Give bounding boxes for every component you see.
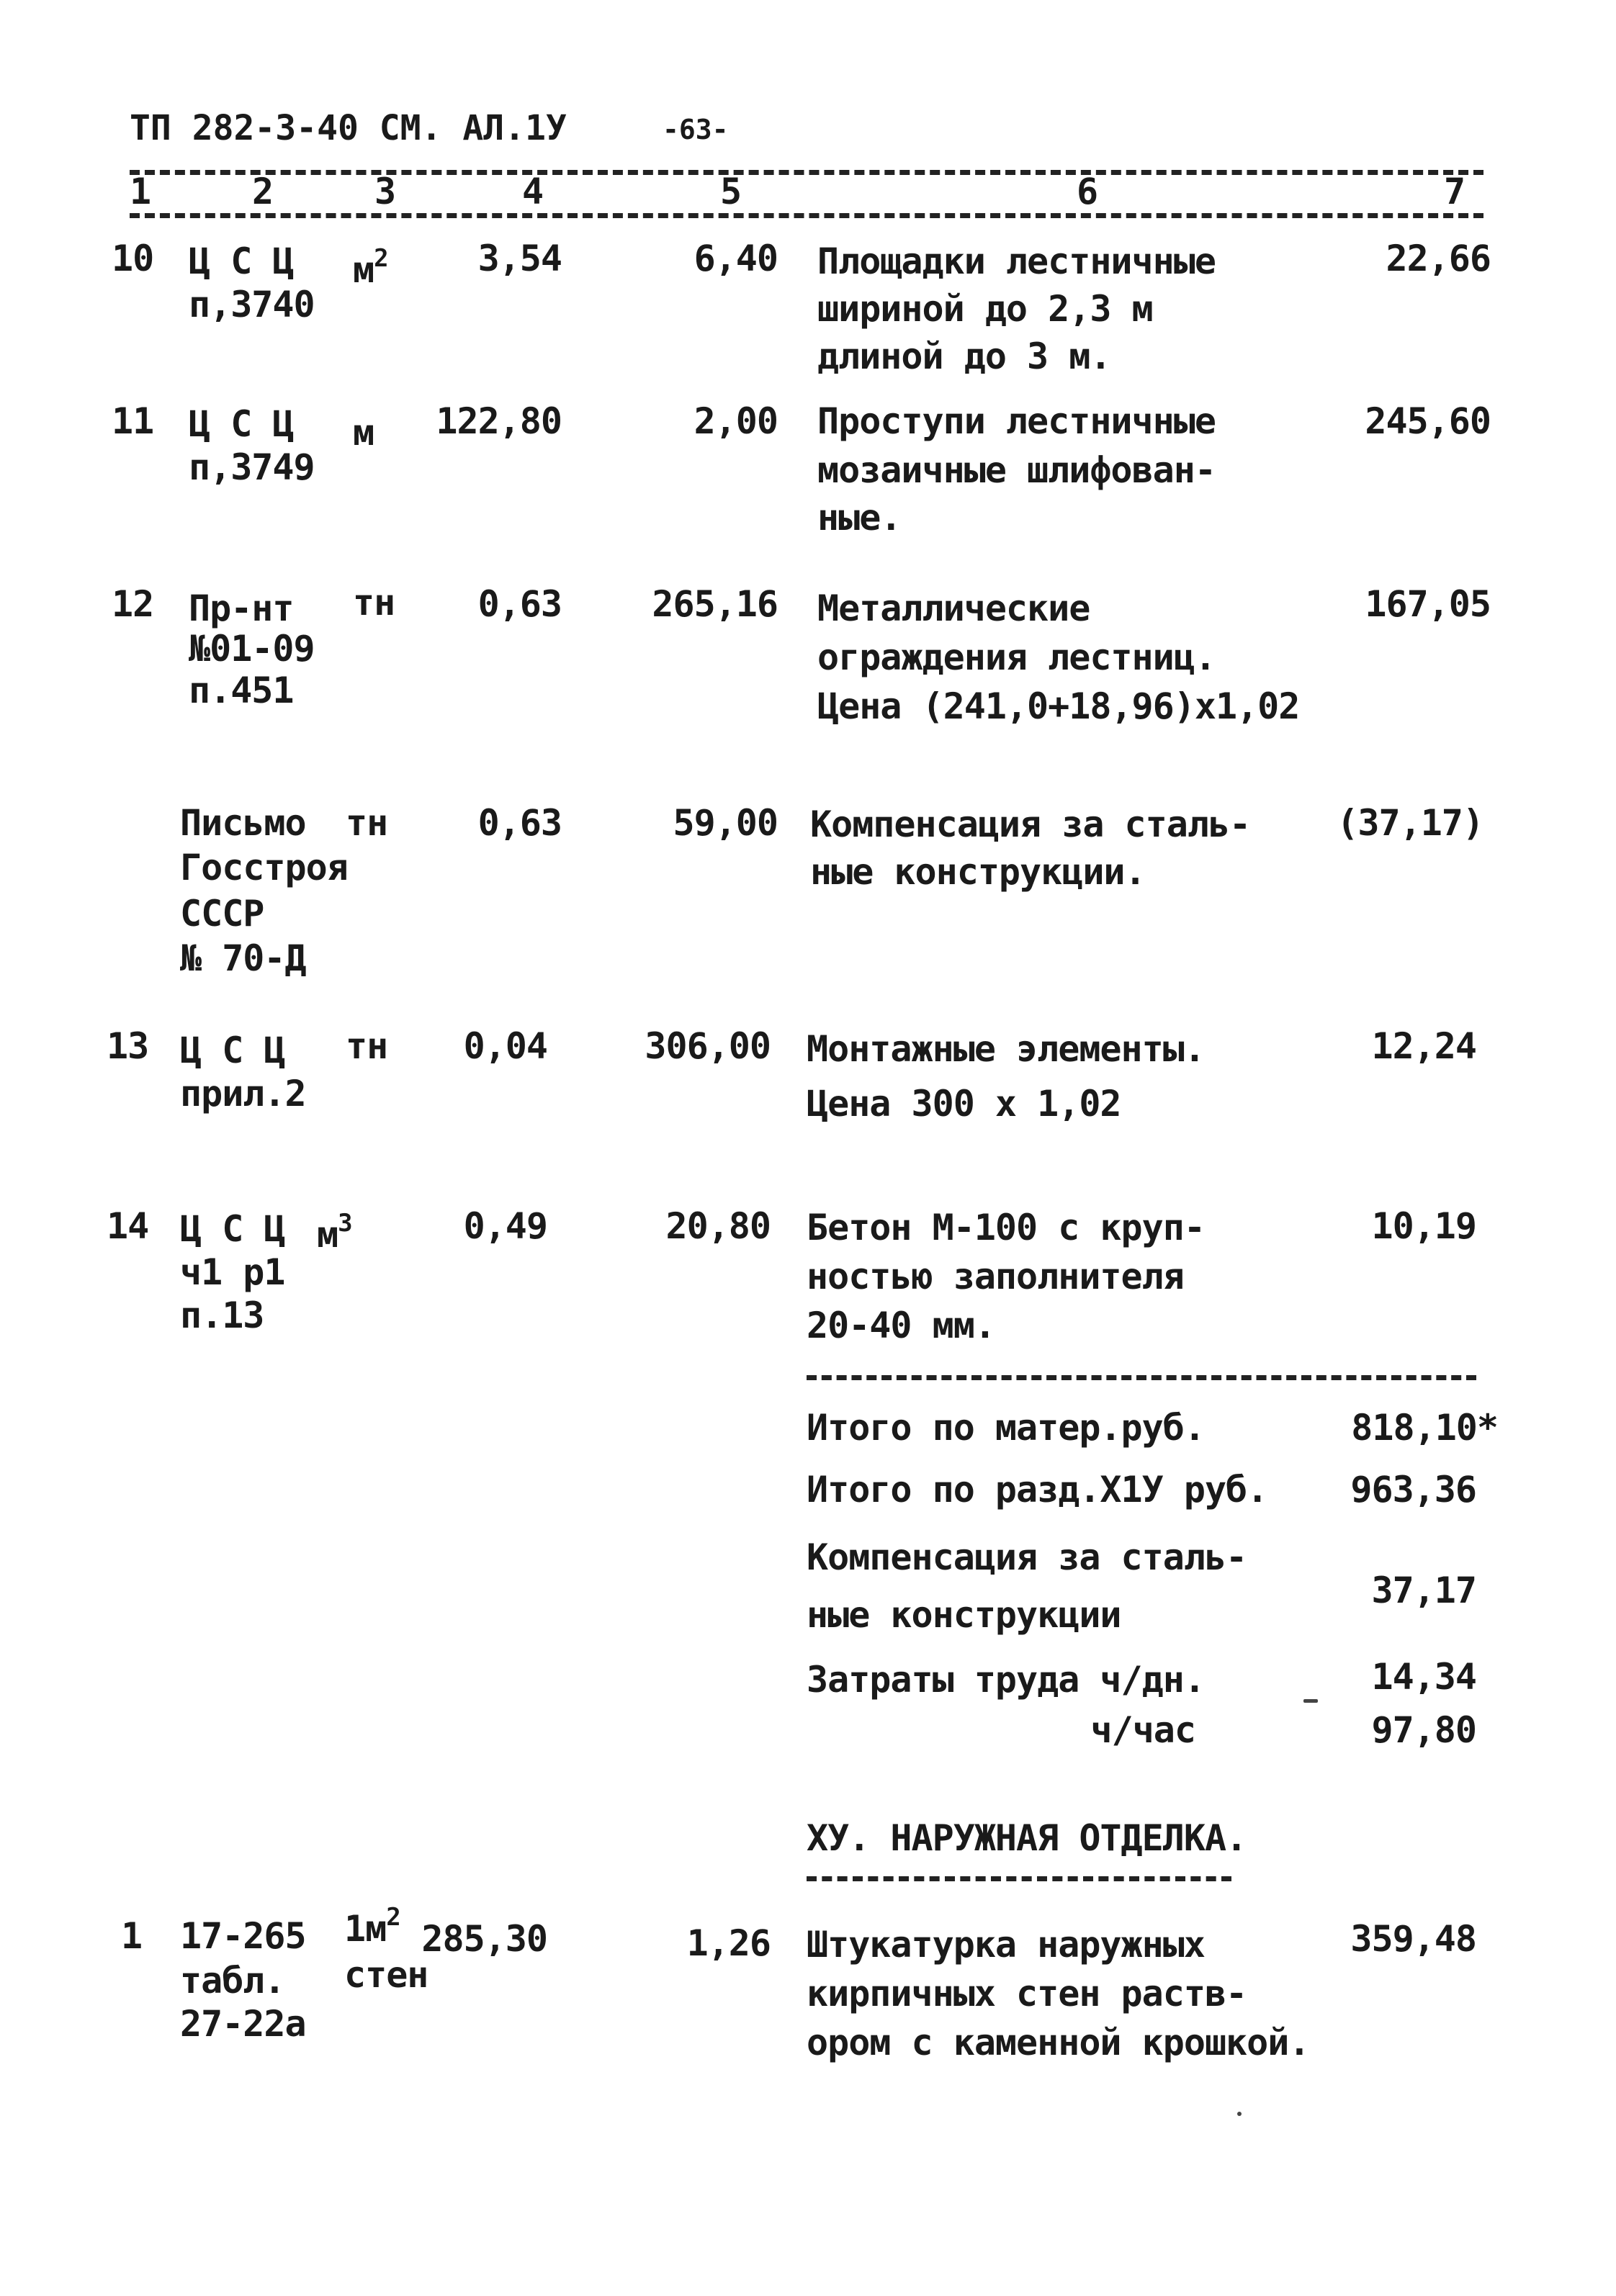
- reference-line: Ц С Ц: [189, 403, 294, 445]
- quantity: 0,49: [463, 1205, 547, 1247]
- scan-speck: [1237, 2112, 1242, 2116]
- reference-line: Ц С Ц: [189, 240, 294, 282]
- reference-line: прил.2: [180, 1073, 306, 1115]
- reference-line: Письмо: [180, 802, 306, 844]
- description-line: шириной до 2,3 м: [817, 288, 1153, 330]
- reference-line: п,3740: [189, 284, 315, 325]
- summary-label-section-total: Итого по разд.Х1У руб.: [807, 1469, 1268, 1511]
- description-line: ностью заполнителя: [807, 1256, 1184, 1297]
- description-line: мозаичные шлифован-: [817, 449, 1216, 491]
- summary-label-materials: Итого по матер.руб.: [807, 1407, 1205, 1449]
- quantity: 3,54: [477, 238, 562, 279]
- column-number-5: 5: [720, 171, 742, 212]
- row-number: 1: [121, 1915, 143, 1957]
- reference-line: СССР: [180, 893, 264, 935]
- document-code: ТП 282-3-40 СМ. АЛ.1У: [130, 108, 567, 148]
- row-number: 13: [107, 1025, 149, 1067]
- description-line: Монтажные элементы.: [807, 1028, 1205, 1070]
- row-number: 10: [112, 238, 154, 279]
- quantity: 0,63: [477, 802, 562, 844]
- unit: тн: [346, 802, 388, 844]
- summary-value-compensation: 37,17: [1371, 1570, 1476, 1611]
- row-number: 11: [112, 400, 154, 442]
- reference-line: № 70-Д: [180, 937, 306, 979]
- reference-line: Ц С Ц: [180, 1208, 285, 1250]
- unit-price: 20,80: [665, 1205, 771, 1247]
- section-title-dashed-underline: [807, 1876, 1231, 1881]
- description-line: Штукатурка наружных: [807, 1924, 1205, 1966]
- unit: $м^2$: [353, 244, 388, 291]
- reference-line: 27-22а: [180, 2003, 306, 2045]
- reference-line: Госстроя: [180, 847, 348, 888]
- total-cost: 359,48: [1350, 1918, 1476, 1960]
- summary-value-labor-hours: 97,80: [1371, 1709, 1476, 1751]
- unit-price: 59,00: [673, 802, 778, 844]
- description-line: кирпичных стен раств-: [807, 1973, 1247, 2014]
- reference-line: табл.: [180, 1960, 285, 2002]
- reference-line: №01-09: [189, 628, 315, 670]
- reference-line: п.13: [180, 1295, 264, 1336]
- quantity: 122,80: [436, 400, 562, 442]
- unit: тн: [346, 1025, 388, 1067]
- description-line: Металлические: [817, 587, 1090, 629]
- description-line: ные.: [817, 497, 902, 539]
- description-line: Площадки лестничные: [817, 240, 1216, 282]
- column-number-4: 4: [522, 171, 544, 212]
- summary-label-labor-days: Затраты труда ч/дн.: [807, 1659, 1205, 1701]
- column-number-6: 6: [1077, 171, 1099, 212]
- description-line: длиной до 3 м.: [817, 336, 1111, 377]
- unit: м: [353, 412, 374, 454]
- reference-line: п.451: [189, 670, 294, 711]
- unit-price: 265,16: [652, 583, 778, 625]
- description-line: Проступи лестничные: [817, 400, 1216, 442]
- unit: $1м^2$: [344, 1903, 400, 1950]
- quantity: 0,63: [477, 583, 562, 625]
- header-top-dashed-line: [130, 170, 1483, 175]
- reference-line: ч1 р1: [180, 1251, 285, 1293]
- description-line: Цена (241,0+18,96)х1,02: [817, 685, 1300, 727]
- scan-speck: [1303, 1699, 1318, 1703]
- summary-dashed-line: [807, 1375, 1476, 1380]
- row-number: 12: [112, 583, 154, 625]
- description-line: 20-40 мм.: [807, 1305, 995, 1346]
- column-number-1: 1: [130, 171, 152, 212]
- total-cost: 12,24: [1371, 1025, 1476, 1067]
- description-line: Компенсация за сталь-: [810, 803, 1251, 845]
- section-title: ХУ. НАРУЖНАЯ ОТДЕЛКА.: [807, 1817, 1247, 1859]
- unit: тн: [353, 582, 395, 623]
- unit-suffix: стен: [344, 1954, 428, 1996]
- quantity: 285,30: [421, 1918, 547, 1960]
- reference-line: п,3749: [189, 446, 315, 488]
- summary-value-labor-days: 14,34: [1371, 1656, 1476, 1698]
- description-line: Цена 300 х 1,02: [807, 1083, 1121, 1125]
- description-line: Бетон М-100 с круп-: [807, 1207, 1205, 1248]
- reference-line: Пр-нт: [189, 587, 294, 629]
- column-number-7: 7: [1444, 171, 1466, 212]
- column-number-3: 3: [374, 171, 397, 212]
- total-cost: 167,05: [1365, 583, 1491, 625]
- unit-price: 306,00: [645, 1025, 771, 1067]
- total-cost: 245,60: [1365, 400, 1491, 442]
- unit-price: 2,00: [693, 400, 778, 442]
- unit-price: 6,40: [693, 238, 778, 279]
- quantity: 0,04: [463, 1025, 547, 1067]
- total-cost: 10,19: [1371, 1205, 1476, 1247]
- summary-label-labor-hours: ч/час: [1090, 1709, 1195, 1751]
- reference-line: Ц С Ц: [180, 1030, 285, 1071]
- description-line: ором с каменной крошкой.: [807, 2022, 1310, 2063]
- total-cost: 22,66: [1386, 238, 1491, 279]
- description-line: ограждения лестниц.: [817, 636, 1216, 678]
- unit-price: 1,26: [686, 1922, 771, 1964]
- unit: $м^3$: [317, 1209, 352, 1256]
- summary-label-compensation-cont: ные конструкции: [807, 1594, 1121, 1636]
- description-line: ные конструкции.: [810, 851, 1146, 893]
- reference-line: 17-265: [180, 1915, 306, 1957]
- summary-value-materials: 818,10*: [1351, 1407, 1498, 1449]
- total-cost: (37,17): [1337, 802, 1483, 844]
- column-number-2: 2: [252, 171, 274, 212]
- header-bottom-dashed-line: [130, 213, 1483, 218]
- row-number: 14: [107, 1205, 149, 1247]
- page-number: -63-: [663, 114, 729, 145]
- summary-label-compensation: Компенсация за сталь-: [807, 1536, 1247, 1578]
- summary-value-section-total: 963,36: [1350, 1469, 1476, 1511]
